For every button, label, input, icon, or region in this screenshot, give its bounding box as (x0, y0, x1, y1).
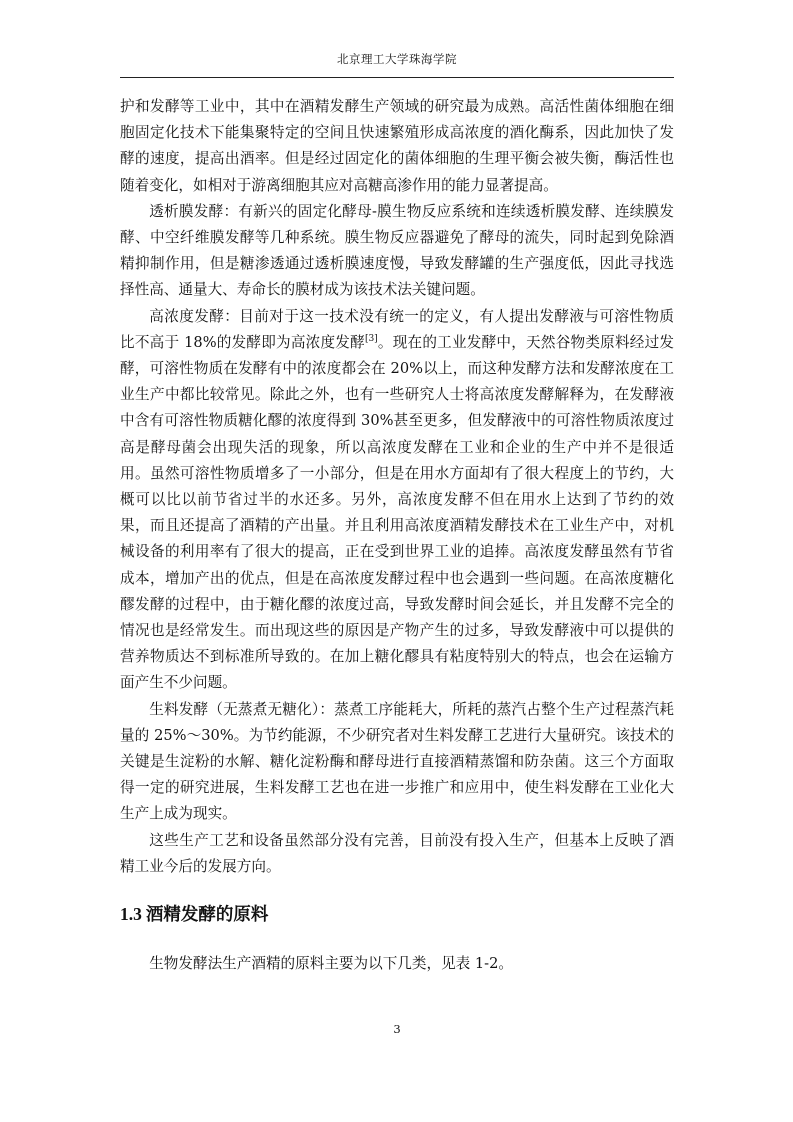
header-divider (120, 77, 674, 78)
section-intro-paragraph: 生物发酵法生产酒精的原料主要为以下几类，见表 1-2。 (149, 955, 513, 972)
section-number: 1.3 (120, 904, 142, 924)
paragraph-summary: 这些生产工艺和设备虽然部分没有完善，目前没有投入生产，但基本上反映了酒精工业今后的发展方向。 (120, 831, 674, 875)
paragraph-dialysis-membrane: 透析膜发酵：有新兴的固定化酵母-膜生物反应系统和连续透析膜发酵、连续膜发酵、中空纤维膜发酵等几种系统。膜生物反应器避免了酵母的流失，同时起到免除酒精抑制作用，但是糖渗透通过透析膜速度慢，导致发酵罐的生产强度低，因此寻找选择性高、通量大、寿命长的膜材成为该技术法关键问题。 (120, 202, 674, 299)
paragraph-immobilized-cells: 护和发酵等工业中，其中在酒精发酵生产领域的研究最为成熟。高活性菌体细胞在细胞固定化技术下能集聚特定的空间且快速繁殖形成高浓度的酒化酶系，因此加快了发酵的速度，提高出酒率。但是经过固定化的菌体细胞的生理平衡会被失衡，酶活性也随着变化，如相对于游离细胞其应对高糖高渗作用的能力显著提高。 (120, 98, 674, 194)
section-heading (120, 900, 674, 929)
high-gravity-text-a: 高浓度发酵：目前对于这一技术没有统一的定义，有人提出发酵液与可溶性物质比不高于 18%的发酵即为高浓度发酵 (120, 307, 674, 351)
high-gravity-text-b: 。现在的工业发酵中，天然谷物类原料经过发酵，可溶性物质在发酵有中的浓度都会在 20%以上，而这种发酵方法和发酵浓度在工业生产中都比较常见。除此之外，也有一些研究人士将高浓度发酵解释为，在发酵液中含有可溶性物质糖化醪的浓度得到 30%甚至更多，但发酵液中的可溶性物质浓度过高是酵母菌会出现失活的现象，所以高浓度发酵在工业和企业的生产中并不是很适用。虽然可溶性物质增多了一小部分，但是在用水方面却有了很大程度上的节约，大概可以比以前节省过半的水还多。另外，高浓度发酵不但在用水上达到了节约的效果，而且还提高了酒精的产出量。并且利用高浓度酒精发酵技术在工业生产中，对机械设备的利用率有了很大的提高，正在受到世界工业的追捧。高浓度发酵虽然有节省成本，增加产出的优点，但是在高浓度发酵过程中也会遇到一些问题。在高浓度糖化醪发酵的过程中，由于糖化醪的浓度过高，导致发酵时间会延长，并且发酵不完全的情况也是经常发生。而出现这些的原因是产物产生的过多，导致发酵液中可以提供的营养物质达不到标准所导致的。在加上糖化醪具有粘度特别大的特点，也会在运输方面产生不少问题。 (120, 333, 674, 692)
paragraph-raw-material-fermentation: 生料发酵（无蒸煮无糖化）：蒸煮工序能耗大，所耗的蒸汽占整个生产过程蒸汽耗量的 25%～30%。为节约能源，不少研究者对生料发酵工艺进行大量研究。该技术的关键是生淀粉的水解、糖化淀粉酶和酵母进行直接酒精蒸馏和防杂菌。这三个方面取得一定的研究进展，生料发酵工艺也在进一步推广和应用中，使生料发酵在工业化大生产上成为现实。 (120, 700, 674, 823)
paragraph-high-gravity (120, 304, 674, 697)
section-title: 酒精发酵的原料 (145, 905, 269, 925)
citation-ref: [3] (364, 333, 378, 344)
body-text (120, 94, 674, 880)
page-number: 3 (393, 1022, 401, 1036)
running-header: 北京理工大学珠海学院 (337, 52, 457, 66)
